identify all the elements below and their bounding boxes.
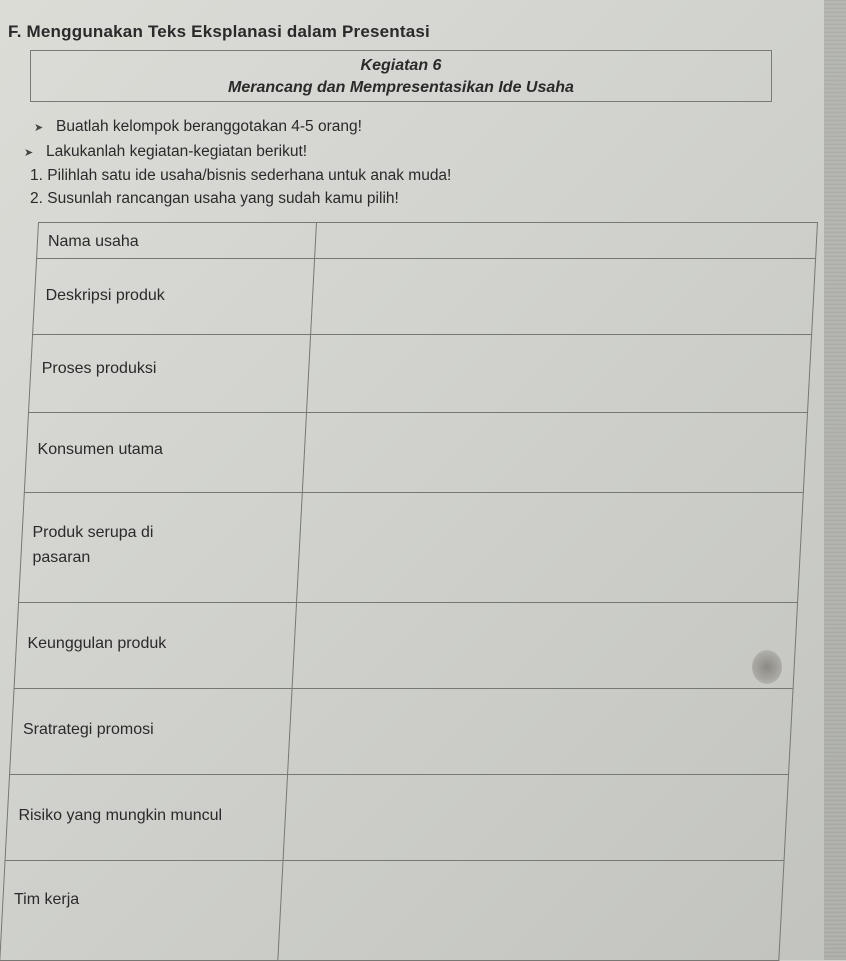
table-row <box>5 775 789 861</box>
row-label: Deskripsi produk <box>33 259 315 335</box>
row-label: Konsumen utama <box>24 413 306 493</box>
row-label: Proses produksi <box>29 335 311 413</box>
paper-stain <box>752 650 782 684</box>
step-2: 2. Susunlah rancangan usaha yang sudah kamu pilih! <box>30 190 399 207</box>
row-value-field[interactable] <box>288 689 794 775</box>
instruction-1 <box>34 118 362 136</box>
row-value-field[interactable] <box>307 335 812 413</box>
activity-number: Kegiatan 6 <box>360 57 442 74</box>
table-row <box>0 861 784 961</box>
row-value-field[interactable] <box>311 259 816 335</box>
row-value-field[interactable] <box>283 775 789 861</box>
instruction-text: Lakukanlah kegiatan-kegiatan berikut! <box>46 143 308 160</box>
row-value-field[interactable] <box>315 223 818 259</box>
row-label: Risiko yang mungkin muncul <box>5 775 288 861</box>
row-label: Nama usaha <box>37 223 317 259</box>
activity-box <box>30 50 772 102</box>
row-value-field[interactable] <box>297 493 804 603</box>
table-row <box>37 223 818 259</box>
instruction-text: Buatlah kelompok beranggotakan 4-5 orang! <box>56 118 362 135</box>
instruction-2 <box>24 143 307 161</box>
row-label: Tim kerja <box>0 861 283 961</box>
page-edge <box>824 0 846 960</box>
row-label: Keunggulan produk <box>14 603 297 689</box>
table-row <box>10 689 794 775</box>
step-1: 1. Pilihlah satu ide usaha/bisnis sederhana untuk anak muda! <box>30 167 452 184</box>
table-row <box>24 413 807 493</box>
activity-title: Merancang dan Mempresentasikan Ide Usaha <box>228 79 574 96</box>
row-value-field[interactable] <box>278 861 784 961</box>
table-row <box>14 603 798 689</box>
section-heading: F. Menggunakan Teks Eksplanasi dalam Presentasi <box>8 22 430 41</box>
arrow-bullet-icon: ➤ <box>24 147 34 159</box>
row-label: Sratrategi promosi <box>10 689 293 775</box>
row-value-field[interactable] <box>302 413 807 493</box>
business-plan-table <box>0 222 818 961</box>
table-row <box>33 259 816 335</box>
row-value-field[interactable] <box>292 603 798 689</box>
table-row <box>29 335 812 413</box>
row-label: Produk serupa di pasaran <box>19 493 303 603</box>
arrow-bullet-icon: ➤ <box>34 122 44 134</box>
table-row <box>19 493 804 603</box>
